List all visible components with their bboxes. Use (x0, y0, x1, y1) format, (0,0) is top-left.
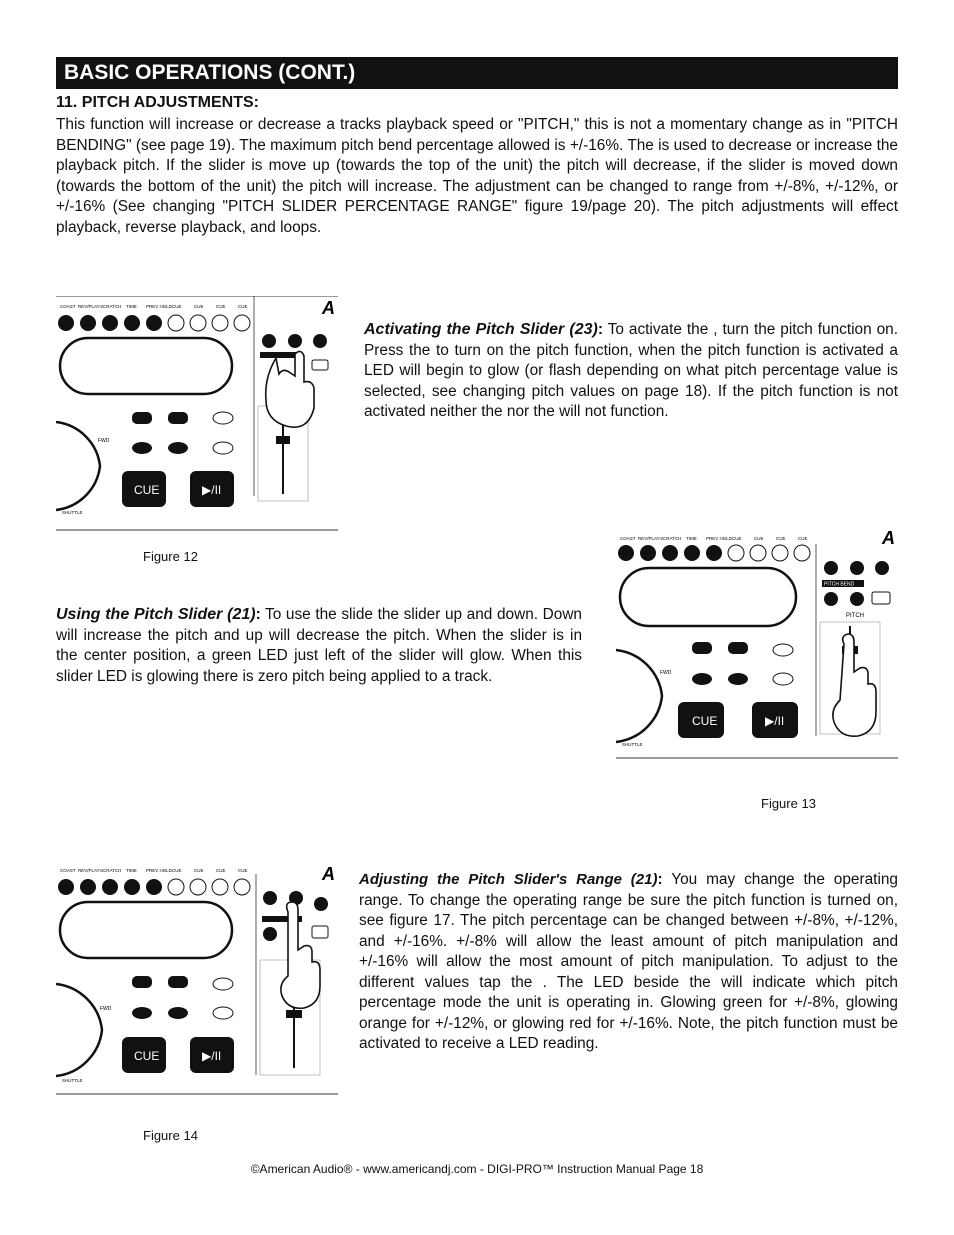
svg-text:CUE: CUE (216, 868, 226, 873)
svg-text:CUE: CUE (134, 483, 160, 497)
footer-url: www.americandj.com (363, 1162, 477, 1176)
footer-copyright: ©American Audio® (250, 1162, 353, 1176)
using-heading: Using the Pitch Slider (21) (56, 606, 256, 623)
svg-text:REV/PLAY: REV/PLAY (78, 868, 100, 873)
svg-text:FWD: FWD (100, 1006, 112, 1012)
footer-separator: - (352, 1162, 364, 1176)
footer-manual-page: DIGI-PRO™ Instruction Manual Page 18 (487, 1162, 704, 1176)
svg-text:REV/PLAY: REV/PLAY (78, 304, 100, 309)
svg-text:CUE: CUE (172, 868, 182, 873)
svg-text:COAST: COAST (60, 868, 76, 873)
svg-text:SHUTTLE: SHUTTLE (62, 1078, 83, 1083)
fig12-number-buttons (58, 315, 250, 331)
intro-paragraph: This function will increase or decrease a tracks playback speed or "PITCH," this is not a momentary change as in "PITCH BENDING" (see page 19). The maximum pitch bend percentage allowed is +/-16%. The is used to decrease or increase the playback pitch. If the slider is move up (towards the top of the unit) the pitch will decrease, if the slider is moved down (towards the bottom of the unit) the pitch will increase. The adjustment can be changed to range from +/-8%, +/-12%, or +/-16% (See changing "PITCH SLIDER PERCENTAGE RANGE" figure 19/page 20). The pitch adjustments will effect playback, reverse playback, and loops. (56, 116, 898, 236)
svg-text:A: A (322, 298, 335, 318)
svg-text:PITCH: PITCH (846, 613, 864, 619)
svg-text:PREV HOLD: PREV HOLD (146, 304, 173, 309)
svg-text:CUE: CUE (194, 868, 204, 873)
svg-text:TIME: TIME (126, 304, 137, 309)
svg-text:CUE: CUE (238, 304, 248, 309)
svg-text:SHUTTLE: SHUTTLE (622, 742, 643, 747)
svg-text:CUE: CUE (798, 536, 808, 541)
svg-text:SCRATCH: SCRATCH (100, 304, 122, 309)
activating-colon: : (597, 321, 604, 338)
figure-12-caption: Figure 12 (143, 549, 198, 564)
adjusting-paragraph (359, 870, 898, 1055)
svg-text:CUE: CUE (238, 868, 248, 873)
svg-text:A: A (322, 864, 335, 884)
svg-text:COAST: COAST (60, 304, 76, 309)
activating-paragraph (364, 320, 898, 423)
svg-text:TIME: TIME (126, 868, 137, 873)
figure-13-panel-illustration (616, 526, 898, 767)
svg-text:CUE: CUE (692, 714, 718, 728)
figure-13-caption: Figure 13 (761, 796, 816, 811)
svg-text:CUE: CUE (754, 536, 764, 541)
svg-text:▶/II: ▶/II (202, 483, 222, 497)
svg-text:TIME: TIME (686, 536, 697, 541)
svg-text:PREV HOLD: PREV HOLD (706, 536, 733, 541)
adjusting-text: You may change the operating range. To change the operating range be sure the pitch function is turned on, see figure 17. The pitch percentage can be changed between +/-8%, +/-12%, and +/-16%. +/-8% will allow the least amount of pitch manipulation and +/-16% will allow the most amount of pitch manipulation. To adjust to the different values tap the . The LED beside the will indicate which pitch percentage mode the unit is operating in. Glowing green for +/-8%, glowing orange for +/-12%, or glowing red for +/-16%. Note, the pitch function must be activated to receive a LED reading. (359, 871, 898, 1052)
using-text: To use the slide the slider up and down. Down will increase the pitch and up will decrease the pitch. When the slider is in the center position, a green LED just left of the slider will glow. When this slider LED is glowing there is zero pitch being applied to a track. (56, 606, 582, 685)
svg-text:REV/PLAY: REV/PLAY (638, 536, 660, 541)
figure-12-panel-illustration (56, 296, 338, 537)
section-title: 11. PITCH ADJUSTMENTS: (56, 94, 259, 111)
activating-heading: Activating the Pitch Slider (23) (364, 321, 598, 338)
fig12-top-labels (60, 304, 248, 309)
svg-text:FWD: FWD (660, 670, 672, 676)
using-colon: : (255, 606, 261, 623)
svg-text:CUE: CUE (194, 304, 204, 309)
svg-text:CUE: CUE (732, 536, 742, 541)
page-header-bar (56, 57, 898, 89)
svg-text:A: A (882, 528, 895, 548)
svg-text:▶/II: ▶/II (765, 714, 785, 728)
svg-text:SCRATCH: SCRATCH (100, 868, 122, 873)
figure-14-panel-illustration (56, 860, 338, 1101)
svg-text:CUE: CUE (776, 536, 786, 541)
activating-text: To activate the , turn the pitch function on. Press the to turn on the pitch function, when the pitch function is activated a LED will begin to glow (or flash depending on what pitch percentage value is selected, see changing pitch values on page 18). If the pitch function is not activated neither the nor the will not function. (364, 321, 899, 420)
svg-text:SCRATCH: SCRATCH (660, 536, 682, 541)
adjusting-heading: Adjusting the Pitch Slider's Range (21) (359, 871, 658, 888)
svg-text:PREV HOLD: PREV HOLD (146, 868, 173, 873)
footer-separator: - (476, 1162, 488, 1176)
svg-text:CUE: CUE (172, 304, 182, 309)
svg-text:CUE: CUE (134, 1049, 160, 1063)
page-header-title: BASIC OPERATIONS (CONT.) (64, 61, 356, 84)
svg-text:CUE: CUE (216, 304, 226, 309)
using-paragraph (56, 605, 582, 687)
adjusting-colon: : (657, 871, 663, 888)
page-footer (0, 1162, 954, 1176)
svg-text:SHUTTLE: SHUTTLE (62, 510, 83, 515)
svg-text:▶/II: ▶/II (202, 1049, 222, 1063)
svg-text:FWD: FWD (98, 438, 110, 444)
figure-14-caption: Figure 14 (143, 1128, 198, 1143)
svg-text:COAST: COAST (620, 536, 636, 541)
svg-text:PITCH BEND: PITCH BEND (824, 581, 855, 588)
